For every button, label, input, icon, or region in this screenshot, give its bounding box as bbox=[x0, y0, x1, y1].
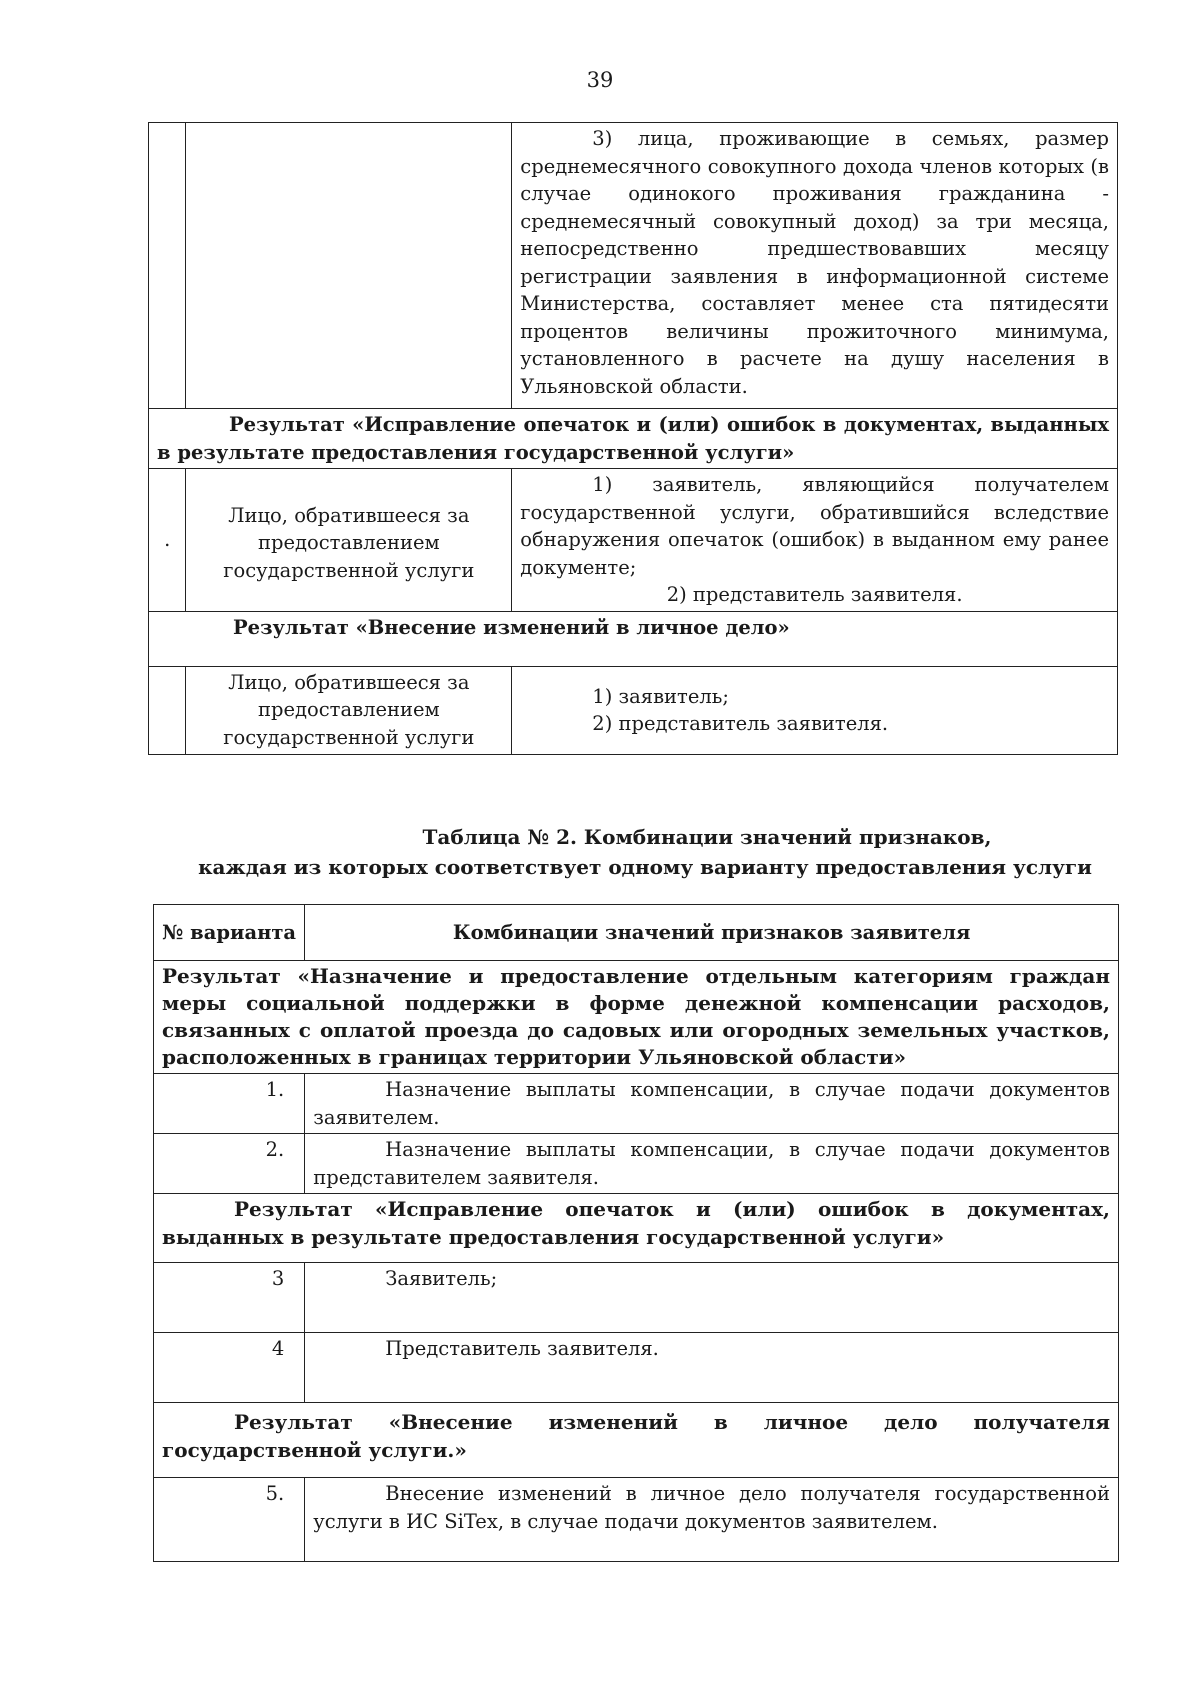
variant-num: 5. bbox=[154, 1478, 305, 1562]
table-cell-person: Лицо, обратившееся за предоставлением государственной услуги bbox=[186, 666, 512, 754]
table-row-result bbox=[154, 1403, 1119, 1478]
table-variant-combinations bbox=[153, 904, 1119, 1562]
variant-text: Представитель заявителя. bbox=[305, 1333, 1119, 1403]
list-item: 2) представитель заявителя. bbox=[592, 712, 889, 735]
variant-text: Внесение изменений в личное дело получателя государственной услуги в ИС SiTex, в случае подачи документов заявителем. bbox=[305, 1478, 1119, 1562]
table-row bbox=[154, 1134, 1119, 1194]
variant-num: 1. bbox=[154, 1074, 305, 1134]
variant-num: 3 bbox=[154, 1263, 305, 1333]
result-heading: Результат «Внесение изменений в личное дело» bbox=[149, 611, 1118, 666]
table-row bbox=[154, 1074, 1119, 1134]
list-item: 2) представитель заявителя. bbox=[666, 583, 963, 606]
result-heading: Результат «Исправление опечаток и (или) ошибок в документах, выданных в результате предоставления государственной услуги» bbox=[154, 1194, 1119, 1263]
table-cell-category bbox=[512, 469, 1118, 612]
list-item: 1) заявитель, являющийся получателем государственной услуги, обратившийся вследствие обнаружения опечаток (ошибок) в выданном ему ранее документе; bbox=[520, 473, 1109, 579]
table-cell-num: . bbox=[149, 469, 186, 612]
table-cell-num bbox=[149, 123, 186, 409]
variant-num: 4 bbox=[154, 1333, 305, 1403]
list-item: 1) заявитель; bbox=[592, 684, 729, 708]
table-caption-line1: Таблица № 2. Комбинации значений признаков, bbox=[422, 825, 992, 849]
table-cell-category bbox=[512, 666, 1118, 754]
variant-text: Назначение выплаты компенсации, в случае подачи документов представителем заявителя. bbox=[305, 1134, 1119, 1194]
table-row bbox=[154, 1263, 1119, 1333]
table-row-result bbox=[149, 409, 1118, 469]
variant-text: Назначение выплаты компенсации, в случае подачи документов заявителем. bbox=[305, 1074, 1119, 1134]
table-row-result bbox=[154, 1194, 1119, 1263]
table-row bbox=[149, 123, 1118, 409]
table-cell-person: Лицо, обратившееся за предоставлением государственной услуги bbox=[186, 469, 512, 612]
variant-text: Заявитель; bbox=[305, 1263, 1119, 1333]
table-cell-category: 3) лица, проживающие в семьях, размер среднемесячного совокупного дохода членов которых (в случае одинокого проживания гражданина - среднемесячный совокупный доход) за три месяца, непосредственно предшествовавших месяцу регистрации заявления в информационной системе Министерства, составляет менее ста пятидесяти процентов величины прожиточного минимума, установленного в расчете на душу населения в Ульяновской области. bbox=[512, 123, 1118, 409]
table-cell-num bbox=[149, 666, 186, 754]
table-caption-line2: каждая из которых соответствует одному варианту предоставления услуги bbox=[198, 855, 1092, 879]
table-row-result bbox=[149, 611, 1118, 666]
variant-num: 2. bbox=[154, 1134, 305, 1194]
result-heading: Результат «Внесение изменений в личное дело получателя государственной услуги.» bbox=[154, 1403, 1119, 1478]
table-row bbox=[154, 1333, 1119, 1403]
table-header-row bbox=[154, 905, 1119, 961]
table-applicant-categories bbox=[148, 122, 1118, 755]
result-heading: Результат «Назначение и предоставление отдельным категориям граждан меры социальной поддержки в форме денежной компенсации расходов, связанных с оплатой проезда до садовых или огородных земельных участков, расположенных в границах территории Ульяновской области» bbox=[154, 961, 1119, 1074]
table-row bbox=[149, 469, 1118, 612]
header-num: № варианта bbox=[154, 905, 305, 961]
table-row-result bbox=[154, 961, 1119, 1074]
table-row bbox=[154, 1478, 1119, 1562]
page-number: 39 bbox=[586, 68, 614, 92]
header-combinations: Комбинации значений признаков заявителя bbox=[305, 905, 1119, 961]
table-row bbox=[149, 666, 1118, 754]
result-heading: Результат «Исправление опечаток и (или) ошибок в документах, выданных в результате предоставления государственной услуги» bbox=[149, 409, 1118, 469]
table-cell-person bbox=[186, 123, 512, 409]
